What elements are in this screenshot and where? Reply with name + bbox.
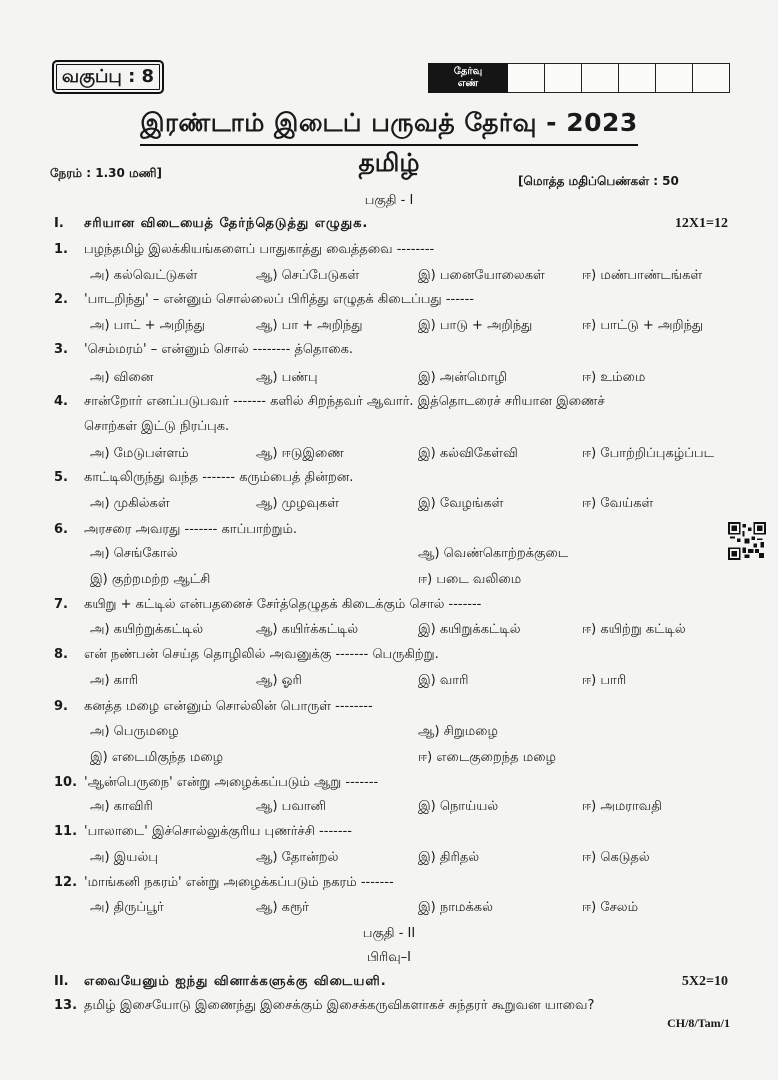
option-a[interactable]: அ) பெருமழை: [90, 724, 179, 739]
question-number: 5.: [54, 470, 68, 485]
option-a[interactable]: அ) திருப்பூர்: [90, 900, 164, 915]
option-d[interactable]: ஈ) கயிற்று கட்டில்: [582, 622, 686, 637]
option-b[interactable]: ஆ) வெண்கொற்றக்குடை: [418, 546, 569, 561]
exam-number-label: [428, 63, 508, 93]
option-a[interactable]: அ) செங்கோல்: [90, 546, 178, 561]
question-text: 'பாலாடை' இச்சொல்லுக்குரிய புணர்ச்சி -------: [84, 824, 352, 839]
exam-number-cell[interactable]: [582, 63, 619, 93]
option-d[interactable]: ஈ) போற்றிப்புகழ்ப்பட: [582, 446, 714, 461]
option-d[interactable]: ஈ) பாரி: [582, 673, 627, 688]
option-d[interactable]: ஈ) பாட்டு + அறிந்து: [582, 318, 704, 333]
option-c[interactable]: இ) திரிதல்: [418, 850, 480, 865]
class-label: வகுப்பு : 8: [52, 60, 164, 94]
question-text: கனத்த மழை என்னும் சொல்லின் பொருள் --------: [84, 699, 373, 714]
option-d[interactable]: ஈ) எடைகுறைந்த மழை: [418, 750, 556, 765]
exam-title: இரண்டாம் இடைப் பருவத் தேர்வு - 2023: [140, 108, 638, 146]
option-b[interactable]: ஆ) சிறுமழை: [418, 724, 498, 739]
option-c[interactable]: இ) பனையோலைகள்: [418, 268, 545, 283]
question-text: அரசரை அவரது ------- காப்பாற்றும்.: [84, 522, 298, 537]
question-number: 4.: [54, 394, 68, 409]
option-b[interactable]: ஆ) செப்பேடுகள்: [256, 268, 360, 283]
section-marks: 5X2=10: [681, 974, 728, 989]
total-marks: [மொத்த மதிப்பெண்கள் : 50: [518, 174, 679, 188]
exam-number-cell[interactable]: [656, 63, 693, 93]
option-c[interactable]: இ) கயிறுக்கட்டில்: [418, 622, 521, 637]
option-c[interactable]: இ) நாமக்கல்: [418, 900, 493, 915]
option-c[interactable]: இ) எடைமிகுந்த மழை: [90, 750, 224, 765]
question-text: காட்டிலிருந்து வந்த ------- கரும்பைத் தின்றன.: [84, 470, 354, 485]
section-instruction: சரியான விடையைத் தேர்ந்தெடுத்து எழுதுக.: [84, 216, 369, 231]
question-text-line2: சொற்கள் இட்டு நிரப்புக.: [84, 419, 230, 434]
exam-number-cell[interactable]: [545, 63, 582, 93]
option-b[interactable]: ஆ) கரூர்: [256, 900, 309, 915]
part1-heading: பகுதி - I: [364, 193, 414, 208]
option-a[interactable]: அ) காவிரி: [90, 799, 153, 814]
part2-heading: பகுதி - II: [362, 926, 416, 941]
question-number: 8.: [54, 647, 68, 662]
exam-number-label-line1: தேர்வு: [453, 66, 483, 77]
question-text: 'ஆன்பெருநை' என்று அழைக்கப்படும் ஆறு -------: [84, 775, 379, 790]
question-text: 'மாங்கனி நகரம்' என்று அழைக்கப்படும் நகரம் -------: [84, 875, 394, 890]
option-c[interactable]: இ) அன்மொழி: [418, 370, 508, 385]
question-number: 12.: [54, 875, 78, 890]
option-a[interactable]: அ) வினை: [90, 370, 154, 385]
exam-number-label-line2: எண்: [457, 78, 479, 89]
section-number: II.: [54, 974, 69, 989]
question-text: 'செம்மரம்' – என்னும் சொல் -------- த்தொகை.: [84, 342, 354, 357]
option-a[interactable]: அ) கல்வெட்டுகள்: [90, 268, 198, 283]
question-text: கயிறு + கட்டில் என்பதனைச் சேர்த்தெழுதக் கிடைக்கும் சொல் -------: [84, 597, 482, 612]
option-a[interactable]: அ) கயிற்றுக்கட்டில்: [90, 622, 204, 637]
question-number: 9.: [54, 699, 68, 714]
question-text: என் நண்பன் செய்த தொழிலில் அவனுக்கு ------- பெருகிற்று.: [84, 647, 439, 662]
question-text: 'பாடறிந்து' – என்னும் சொல்லைப் பிரித்து எழுதக் கிடைப்பது ------: [84, 292, 474, 307]
question-number: 1.: [54, 242, 68, 257]
option-d[interactable]: ஈ) படை வலிமை: [418, 572, 522, 587]
exam-number-cell[interactable]: [619, 63, 656, 93]
option-b[interactable]: ஆ) பண்பு: [256, 370, 318, 385]
question-number: 13.: [54, 998, 78, 1013]
exam-number-cell[interactable]: [508, 63, 545, 93]
option-c[interactable]: இ) கல்விகேள்வி: [418, 446, 518, 461]
option-d[interactable]: ஈ) மண்பாண்டங்கள்: [582, 268, 703, 283]
option-a[interactable]: அ) இயல்பு: [90, 850, 158, 865]
exam-number-boxes: [428, 63, 730, 93]
question-text: பழந்தமிழ் இலக்கியங்களைப் பாதுகாத்து வைத்தவை --------: [84, 242, 435, 257]
question-text: சான்றோர் எனப்படுபவர் ------- களில் சிறந்தவர் ஆவார். இத்தொடரைச் சரியான இணைச்: [84, 394, 605, 409]
qr-code-icon: [728, 522, 766, 560]
section-number: I.: [54, 216, 64, 231]
option-d[interactable]: ஈ) வேய்கள்: [582, 496, 654, 511]
option-d[interactable]: ஈ) சேலம்: [582, 900, 639, 915]
option-c[interactable]: இ) குற்றமற்ற ஆட்சி: [90, 572, 211, 587]
option-b[interactable]: ஆ) பவானி: [256, 799, 327, 814]
question-number: 3.: [54, 342, 68, 357]
option-b[interactable]: ஆ) பா + அறிந்து: [256, 318, 363, 333]
option-a[interactable]: அ) பாட் + அறிந்து: [90, 318, 205, 333]
question-number: 6.: [54, 522, 68, 537]
exam-duration: நேரம் : 1.30 மணி]: [50, 166, 163, 180]
option-b[interactable]: ஆ) முழவுகள்: [256, 496, 340, 511]
question-number: 11.: [54, 824, 78, 839]
part2-subheading: பிரிவு–I: [367, 950, 411, 965]
option-c[interactable]: இ) வாரி: [418, 673, 469, 688]
page-code: CH/8/Tam/1: [667, 1016, 730, 1030]
option-d[interactable]: ஈ) கெடுதல்: [582, 850, 650, 865]
option-a[interactable]: அ) மேடுபள்ளம்: [90, 446, 189, 461]
option-d[interactable]: ஈ) உம்மை: [582, 370, 646, 385]
option-b[interactable]: ஆ) ஈடுஇணை: [256, 446, 344, 461]
option-d[interactable]: ஈ) அமராவதி: [582, 799, 662, 814]
question-number: 7.: [54, 597, 68, 612]
exam-number-cell[interactable]: [693, 63, 730, 93]
option-c[interactable]: இ) நொய்யல்: [418, 799, 499, 814]
question-number: 2.: [54, 292, 68, 307]
option-c[interactable]: இ) வேழங்கள்: [418, 496, 504, 511]
option-a[interactable]: அ) காரி: [90, 673, 139, 688]
question-text: தமிழ் இசையோடு இணைந்து இசைக்கும் இசைக்கருவிகளாகச் சுந்தரர் கூறுவன யாவை?: [84, 998, 595, 1013]
option-b[interactable]: ஆ) கயிர்க்கட்டில்: [256, 622, 359, 637]
option-b[interactable]: ஆ) தோன்றல்: [256, 850, 339, 865]
option-a[interactable]: அ) முகில்கள்: [90, 496, 170, 511]
question-number: 10.: [54, 775, 78, 790]
subject-title: தமிழ்: [358, 148, 420, 177]
option-c[interactable]: இ) பாடு + அறிந்து: [418, 318, 533, 333]
option-b[interactable]: ஆ) ஓரி: [256, 673, 302, 688]
section-marks: 12X1=12: [674, 216, 728, 231]
section-instruction: எவையேனும் ஐந்து வினாக்களுக்கு விடையளி.: [84, 974, 387, 989]
